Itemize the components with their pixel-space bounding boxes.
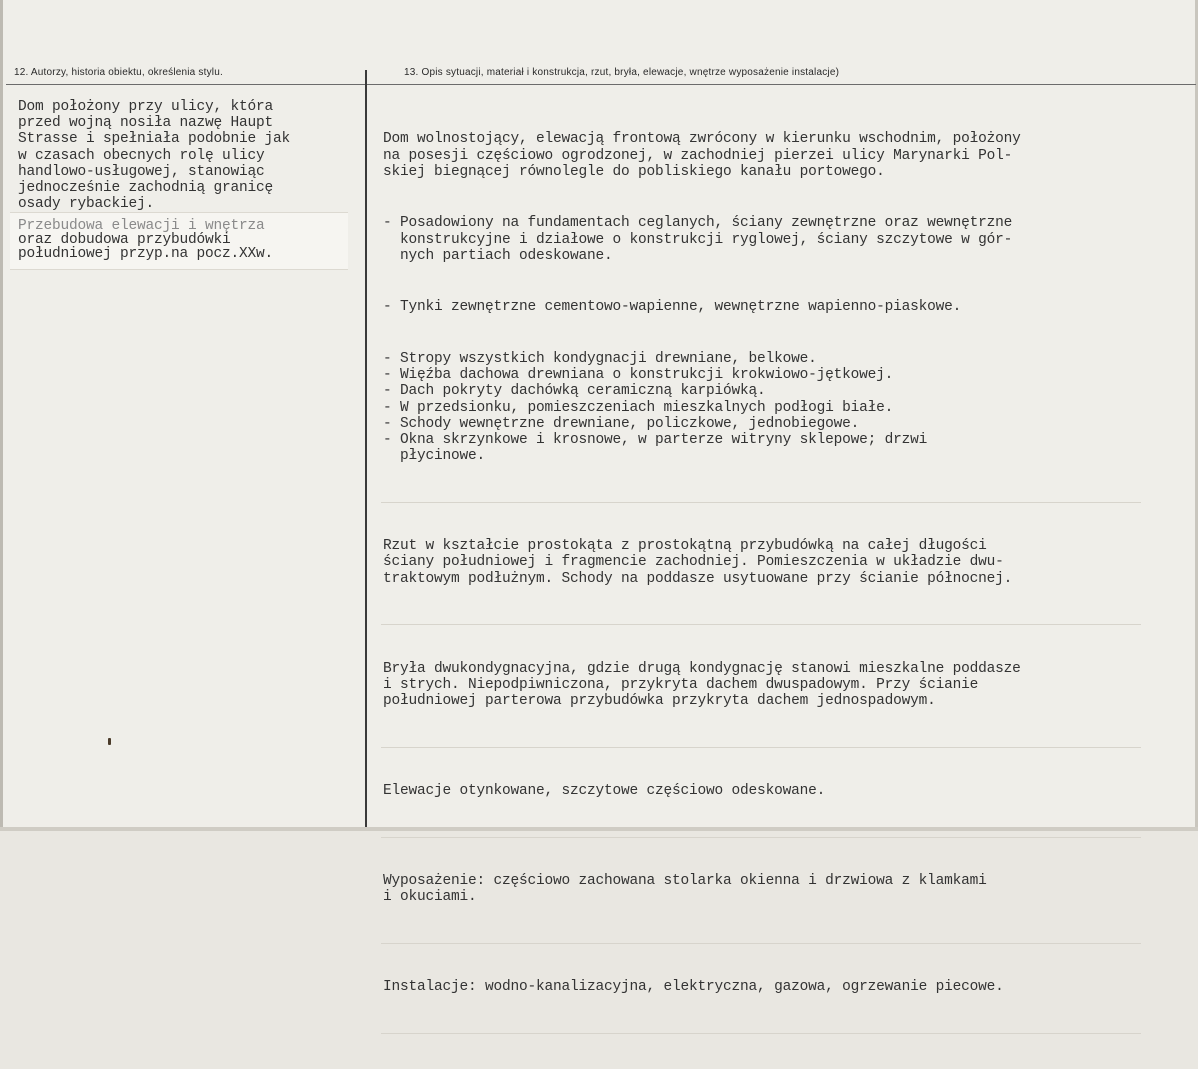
note-line-1: Przebudowa elewacji i wnętrza [18,218,265,234]
plan-paragraph: Rzut w kształcie prostokąta z prostokątną przybudówką na całej długości ściany południowej i fragmencie zachodniej. Pomieszczenia w układzie dwu- traktowym podłużnym. Schody na poddasze usytuowane przy ścianie północnej. [383,538,1013,587]
divider-2 [381,624,1141,625]
situation-paragraph: Dom wolnostojący, elewacją frontową zwrócony w kierunku wschodnim, położony na posesji częściowo ogrodzonej, w zachodniej pierzei ulicy Marynarki Pol- skiej biegnącej równolegle do pobliskiego kanału portowego. [383,131,1021,180]
elevations-paragraph: Elewacje otynkowane, szczytowe częściowo odeskowane. [383,783,826,800]
divider-5 [381,943,1141,944]
construction-list: - Stropy wszystkich kondygnacji drewniane, belkowe. - Więźba dachowa drewniana o konstrukcji krokwiowo-jętkowej. - Dach pokryty dachówką ceramiczną karpiówką. - W przedsionku, pomieszczeniach mieszkalnych podłogi białe. - Schody wewnętrzne drewniane, policzkowe, jednobiegowe. - Okna skrzynkowe i krosnowe, w parterze witryny sklepowe; drzwi płycinowe. [383,351,928,465]
divider-6 [381,1033,1141,1034]
furnishings-paragraph: Wyposażenie: częściowo zachowana stolarka okienna i drzwiowa z klamkami i okuciami. [383,873,987,906]
ink-mark [108,738,111,745]
divider-4 [381,837,1141,838]
divider-1 [381,502,1141,503]
installations-paragraph: Instalacje: wodno-kanalizacyjna, elektryczna, gazowa, ogrzewanie piecowe. [383,979,1004,996]
plaster-paragraph: - Tynki zewnętrzne cementowo-wapienne, wewnętrzne wapienno-piaskowe. [383,299,962,316]
description-column [383,99,1141,1069]
massing-paragraph: Bryła dwukondygnacyjna, gdzie drugą kondygnację stanowi mieszkalne poddasze i strych. Niepodpiwniczona, przykryta dachem dwuspadowym. Przy ścianie południowej parterowa przybudówka przykryta dachem jednospadowym. [383,660,1021,710]
section-13-heading: 13. Opis sytuacji, materiał i konstrukcja, rzut, bryła, elewacje, wnętrze wyposażenie instalacje) [404,67,840,78]
history-paragraph: Dom położony przy ulicy, która przed wojną nosiła nazwę Haupt Strasse i spełniała podobnie jak w czasach obecnych rolę ulicy handlowo-usługowej, stanowiąc jednocześnie zachodnią granicę osady rybackiej. [18,99,291,213]
divider-3 [381,747,1141,748]
foundation-paragraph: - Posadowiony na fundamentach ceglanych, ściany zewnętrzne oraz wewnętrzne konstrukcyjne i działowe o konstrukcji ryglowej, ściany szczytowe w gór- nych partiach odeskowane. [383,215,1013,264]
note-line-2: oraz dobudowa przybudówki [18,232,231,248]
note-line-3: południowej przyp.na pocz.XXw. [18,246,274,262]
section-12-heading: 12. Autorzy, historia obiektu, określenia stylu. [14,67,223,78]
card-edge-left [0,0,3,831]
column-divider [365,70,367,827]
header-rule [6,84,1196,85]
